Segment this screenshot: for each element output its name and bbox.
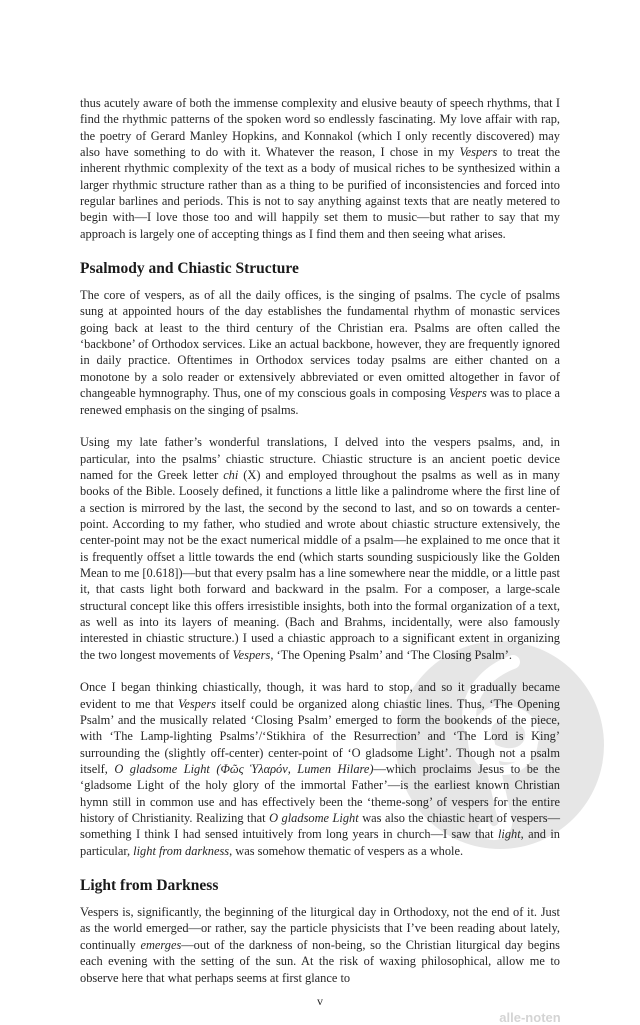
emphasis-emerges: emerges	[140, 937, 182, 952]
paragraph-psalmody-3: Once I began thinking chiastically, though, it was hard to stop, and so it gradually became evident to me that Vespers itself could be organized along chiastic lines. Thus, ‘The Opening Psalm’ and the musically related ‘Closing Psalm’ emerged to form the bookends of the piece, with ‘The Lamp-lighting Psalms’/‘Stikhira of the Resurrection’ and ‘The Lord is King’ surrounding the (slightly off-center) center-point of ‘O gladsome Light’. Though not a psalm itself, O gladsome Light (Φῶς Ὑλαρόν, Lumen Hilare)—which proclaims Jesus to be the ‘gladsome Light of the holy glory of the immortal Father’—is the earliest known Christian hymn still in common use and has effectively been the ‘theme-song’ of vespers for the entire history of Christianity. Realizing that O gladsome Light was also the chiastic heart of vespers—something I think I had sensed intuitively from long years in church—I saw that light, and in particular, light from darkness, was somehow thematic of vespers as a whole.	[80, 680, 561, 858]
emphasis-vespers: Vespers	[459, 145, 498, 160]
section-heading-psalmody: Psalmody and Chiastic Structure	[80, 260, 299, 278]
emphasis-vespers: Vespers	[178, 696, 216, 711]
emphasis-chi: chi	[223, 467, 239, 482]
paragraph-intro: thus acutely aware of both the immense complexity and elusive beauty of speech rhythms, that I find the rhythmic patterns of the spoken word so endlessly fascinating. My love affair with rap, the poetry of Gerard Manley Hopkins, and Konnakol (which I only recently discovered) may also have something to do with it. Whatever the reason, I chose in my Vespers to treat the inherent rhythmic complexity of the text as a body of musical riches to be synthesized within a larger rhythmic structure rather than as a thing to be purified of inconsistencies and forced into regular barlines and periods. This is not to say anything against texts that are neatly metered to begin with—I love those too and will happily set them to music—but rather to say that my approach is largely one of accepting things as I find them and then seeing what arises.	[80, 96, 560, 241]
body-text	[80, 95, 560, 986]
paragraph-psalmody-2: Using my late father’s wonderful translations, I delved into the vespers psalms, and, in particular, into the psalms’ chiastic structure. Chiastic structure is an ancient poetic device named for the Greek letter chi (X) and employed throughout the psalms as well as in many books of the Bible. Loosely defined, it functions a little like a palindrome where the first line of a section is mirrored by the last, the second by the second to last, and so on towards a center-point. According to my father, who studied and wrote about chiastic structure extensively, the center-point may not be the exact numerical middle of a psalm—he explained to me once that it is frequently offset a little towards the end (which starts sounding suspiciously like the Golden Mean to me [0.618])—but that every psalm has a line somewhere near the middle, or a little past it, that casts light both forward and backward in the psalm. For a composer, a large-scale structural concept like this offers irresistible insights, both into the formal organization of a text, as well as into its layers of meaning. (Bach and Brahms, incidentally, were also famously interested in chiastic structure.) I used a chiastic approach to a significant extent in organizing the two longest movements of Vespers, ‘The Opening Psalm’ and ‘The Closing Psalm’.	[80, 435, 561, 662]
paragraph-psalmody-1: The core of vespers, as of all the daily offices, is the singing of psalms. The cycle of psalms sung at appointed hours of the day establishes the fundamental rhythm of monastic services going back at least to the third century of the Christian era. Psalms are often called the ‘backbone’ of Orthodox services. Like an actual backbone, however, they are frequently ignored in daily practice. Oftentimes in Orthodox services today psalms are either chanted on a monotone by a solo reader or extensively abbreviated or even omitted altogether in favor of changeable hymnography. Thus, one of my conscious goals in composing Vespers was to place a renewed emphasis on the singing of psalms.	[80, 288, 560, 417]
emphasis-vespers: Vespers	[449, 386, 487, 401]
emphasis-light-from-darkness: light from darkness	[133, 843, 230, 858]
watermark-text: alle-noten	[499, 1010, 561, 1025]
page-number: v	[317, 994, 323, 1008]
section-heading-light-from-darkness: Light from Darkness	[80, 877, 219, 895]
paragraph-light-1: Vespers is, significantly, the beginning of the liturgical day in Orthodoxy, not the end of it. Just as the world emerged—or rather, say the particle physicists that I’ve been reading about lately, continually emerges—out of the darkness of non-being, so the Christian liturgical day begins each evening with the setting of the sun. At the risk of waxing philosophical, allow me to observe here that what perhaps seems at first glance to	[80, 905, 560, 985]
emphasis-vespers: Vespers	[232, 647, 271, 662]
emphasis-gladsome-light-title: O gladsome Light (Φῶς Ὑλαρόν, Lumen Hilare)	[114, 762, 374, 777]
emphasis-gladsome-light: O gladsome Light	[269, 811, 359, 826]
emphasis-light: light	[497, 827, 521, 842]
